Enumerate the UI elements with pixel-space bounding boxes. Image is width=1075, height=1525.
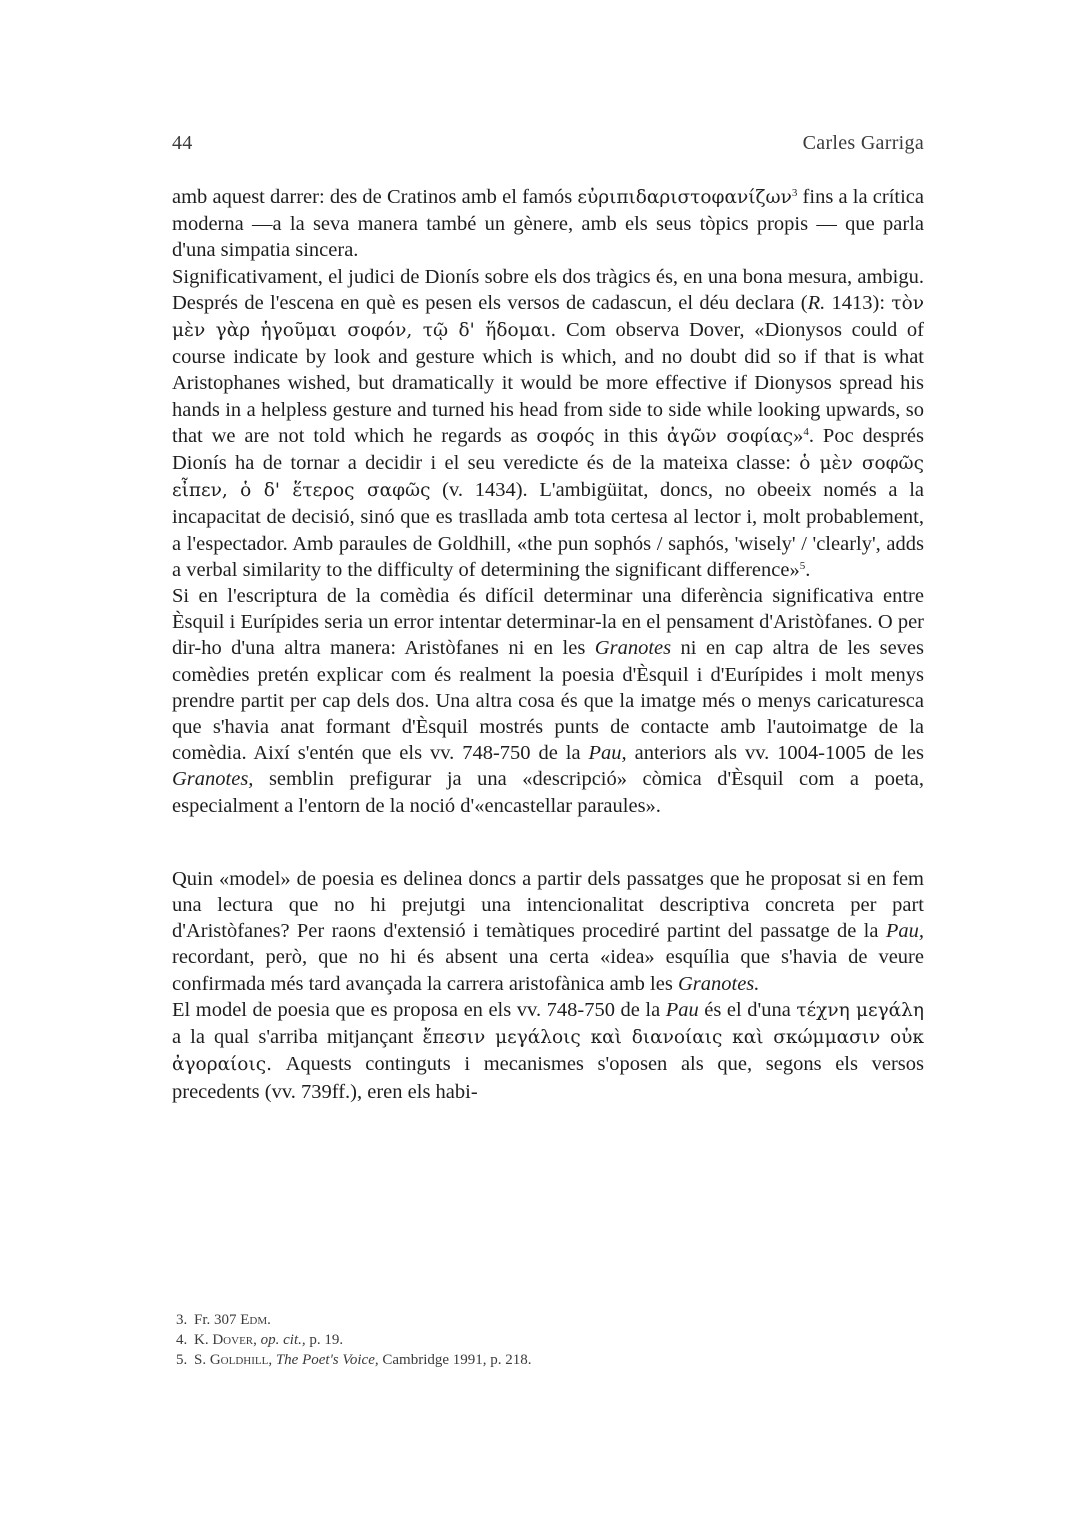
paragraph-3: Si en l'escriptura de la comèdia és difícil determinar una diferència significativa entre Èsquil i Eurípides seria un error intentar determinar-la en el pensament d'Aristòfanes. O per dir-ho d'una altra manera: Aristòfanes ni en les Granotes ni en cap altra de les seves comèdies pretén explicar com és realment la poesia d'Èsquil i d'Eurípides i molt menys prendre partit per cap dels dos. Una altra cosa és que la imatge més o menys caricaturesca que s'havia anat formant d'Èsquil mostrés punts de contacte amb l'autoimatge de la comèdia. Així s'entén que els vv. 748-750 de la Pau, anteriors als vv. 1004-1005 de les Granotes, semblin prefigurar ja una «descripció» còmica d'Èsquil com a poeta, especialment a l'entorn de la noció d'«encastellar paraules».	[172, 585, 925, 817]
running-head: Carles Garriga	[802, 132, 924, 154]
paragraph-4: Quin «model» de poesia es delinea doncs a partir dels passatges que he proposat si en fem una lectura que no hi prejutgi una intencionalitat descriptiva concreta per part d'Aristòfanes? Per raons d'extensió i temàtiques procediré partint del passatge de la Pau, recordant, però, que no hi és absent una certa «idea» esquília que s'havia de veure confirmada més tard avançada la carrera aristofànica amb les Granotes.	[172, 867, 924, 995]
greek-quote: τέχνη μεγάλη	[796, 999, 924, 1021]
greek-quote: σοφός	[536, 425, 595, 447]
footnote-ref-3: 3	[791, 187, 798, 199]
citation-ref: R.	[807, 291, 826, 314]
footnote-ref-5: 5	[799, 559, 806, 572]
page-number: 44	[172, 132, 193, 154]
greek-quote: εὐριπιδαριστοφανίζων	[577, 187, 792, 208]
work-title: Granotes.	[677, 972, 760, 995]
greek-quote: τὸν μὲν γὰρ ἡγοῦμαι σοφόν, τῷ δ' ἥδομαι.	[172, 292, 925, 342]
greek-quote: ἀγῶν σοφίας	[666, 425, 794, 447]
body-text	[172, 184, 924, 1105]
footnote-5: 5. S. Goldhill, The Poet's Voice, Cambridge 1991, p. 218.	[176, 1352, 532, 1368]
greek-quote: ἔπεσιν μεγάλοις καὶ διανοίαις καὶ σκώμμασιν οὐκ ἀγοραίοις.	[172, 1027, 924, 1076]
work-title: Pau	[665, 998, 699, 1021]
footnote-ref-4: 4	[803, 425, 809, 438]
paragraph-5: El model de poesia que es proposa en els vv. 748-750 de la Pau és el d'una τέχνη μεγάλη a la qual s'arriba mitjançant ἔπεσιν μεγάλοις καὶ διανοίαις καὶ σκώμμασιν οὐκ ἀγοραίοις. Aquests continguts i mecanismes s'oposen als que, segons els versos precedents (vv. 739ff.), eren els habi-	[172, 998, 924, 1103]
paragraph-2: Significativament, el judici de Dionís sobre els dos tràgics és, en una bona mesura, ambigu. Després de l'escena en què es pesen els versos de cadascun, el déu declara (R. 1413): τὸν μὲν γὰρ ἡγοῦμαι σοφόν, τῷ δ' ἥδομαι. Com observa Dover, «Dionysos could of course indicate by look and gesture which is which, and no doubt did so if that is what Aristophanes wished, but dramatically it would be more effective if Dionysos spread his hands in a helpless gesture and turned his head from side to side while looking upwards, so that we are not told which he regards as σοφός in this ἀγῶν σοφίας»$^4$. Poc després Dionís ha de tornar a decidir i el seu veredicte és de la mateixa classe: ὁ μὲν σοφῶς εἶπεν, ὁ δ' ἕτερος σαφῶς (v. 1434). L'ambigüitat, doncs, no obeeix només a la incapacitat de decisió, sinó que es traslladа amb tota certesa al lector i, molt probablement, a l'espectador. Amb paraules de Goldhill, «the pun sophós / saphós, 'wisely' / 'clearly', adds a verbal similarity to the difficulty of determining the significant difference»$^5$.	[172, 265, 925, 581]
work-title: Pau,	[588, 742, 627, 765]
work-title: Pau,	[885, 920, 924, 943]
footnote-3: 3. Fr. 307 Edm.	[176, 1312, 271, 1328]
work-title: Granotes,	[172, 768, 254, 791]
page-header	[172, 132, 924, 162]
footnote-4: 4. K. Dover, op. cit., p. 19.	[176, 1332, 344, 1348]
paragraph-1: amb aquest darrer: des de Cratinos amb el famós εὐριπιδαριστοφανίζων$^3$ fins a la crítica moderna —a la seva manera també un gènere, amb els seus tòpics propis — que parla d'una simpatia sincera.	[172, 186, 925, 262]
work-title: Granotes	[594, 637, 672, 660]
greek-quote: ὁ μὲν σοφῶς εἶπεν, ὁ δ' ἕτερος σαφῶς	[172, 453, 924, 502]
footnotes	[176, 1310, 776, 1370]
section-gap	[172, 819, 924, 866]
